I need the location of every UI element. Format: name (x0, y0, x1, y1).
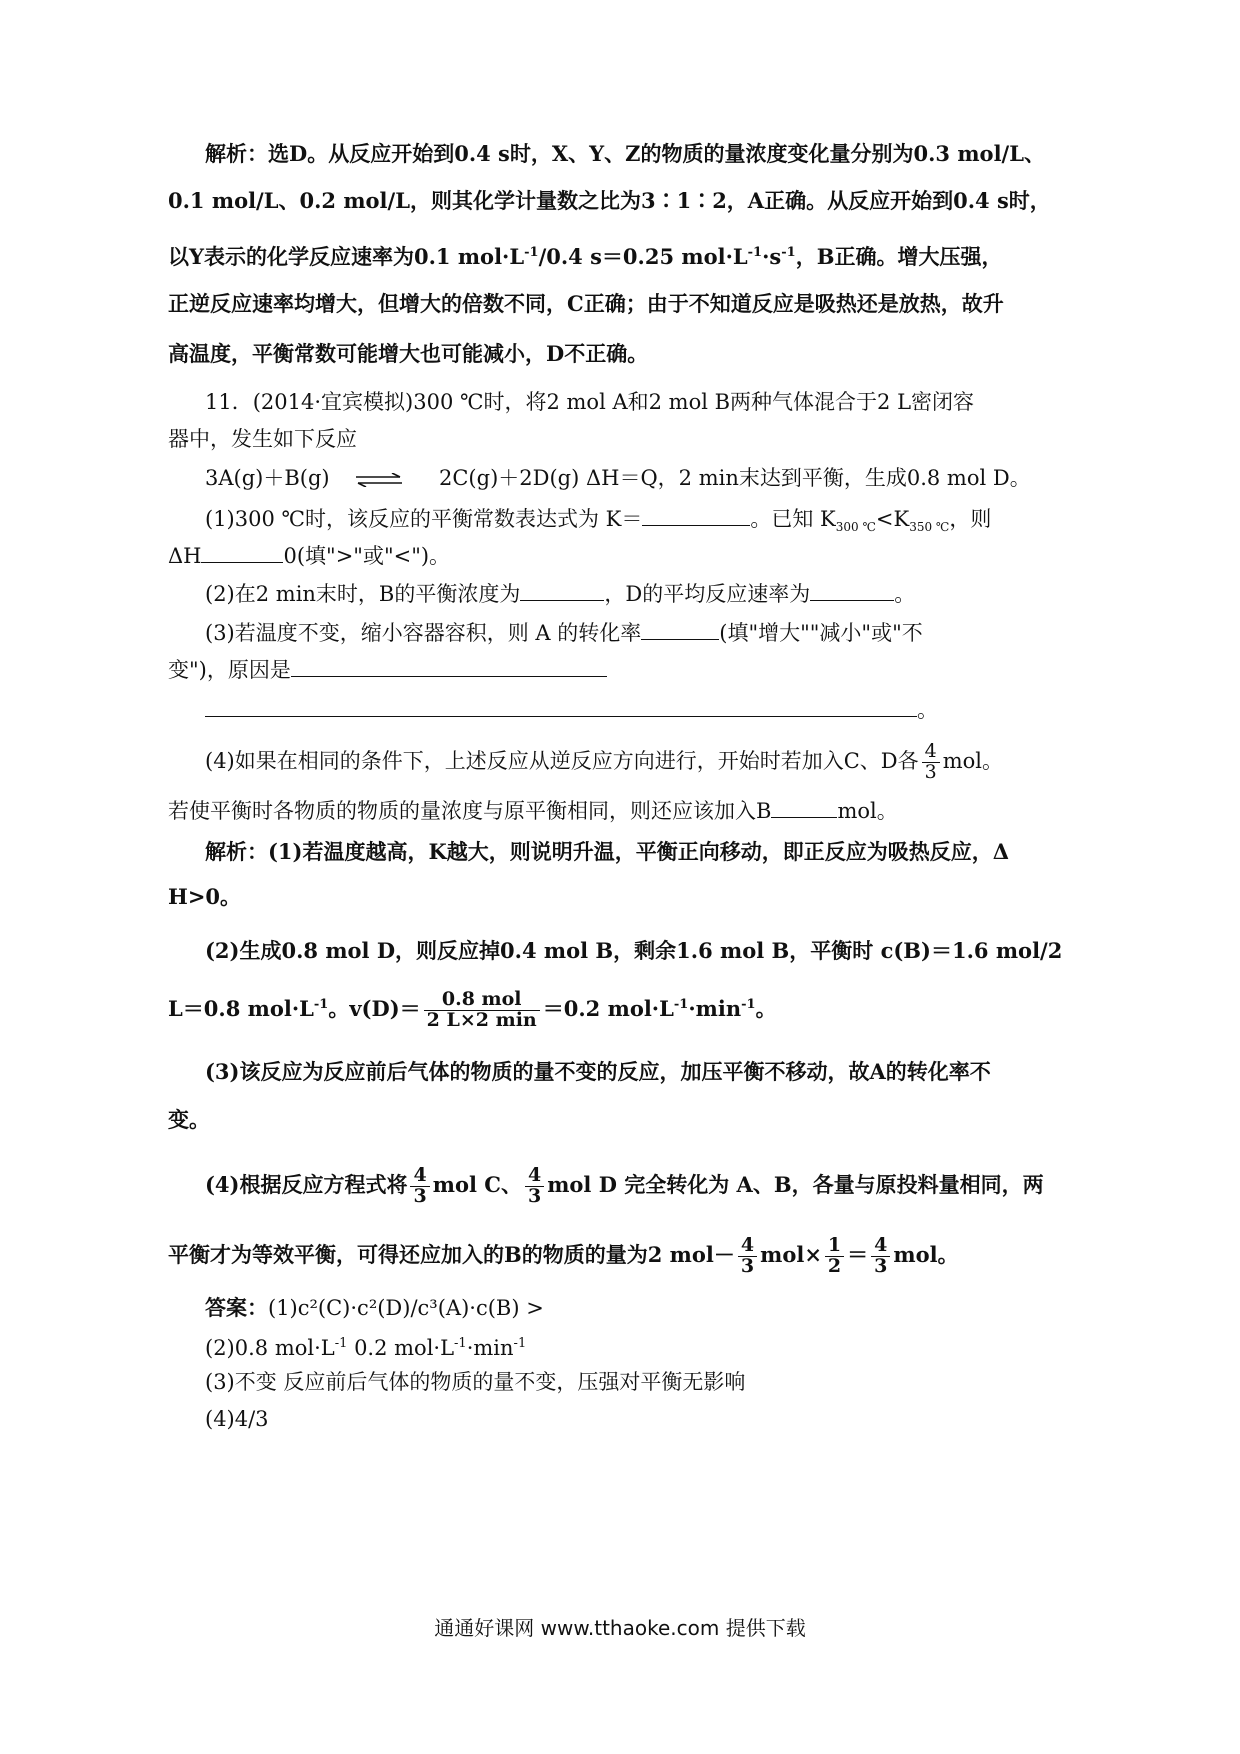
fraction: $\frac{\text{0.8 mol}}{2 L\times 2 \min}$ (424, 990, 540, 1031)
question-11-part-3-cont: 变")，原因是 (168, 654, 607, 684)
fraction: $\frac{4}{3}$ (871, 1236, 890, 1277)
analysis-11-part-4: (4)根据反应方程式将 $\frac{4}{3}$ mol C、 $\frac{4}{3}$ mol D 完全转化为 A、B，各量与原投料量相同，两 (205, 1164, 1044, 1207)
footer-download-note: 通通好课网 www.tthaoke.com 提供下载 (434, 1616, 806, 1640)
fraction: $\frac{4}{3}$ (922, 742, 940, 783)
reaction-equation: 3A(g)＋B(g) 2C(g)＋2D(g) ΔH＝Q，2 min末达到平衡，生成0.8 mol D。 (205, 466, 1031, 490)
question-11-stem-2: 器中，发生如下反应 (168, 427, 357, 451)
answer-blank[interactable] (291, 654, 607, 677)
question-11-part-1-cont: ΔH 0(填">"或"<")。 (168, 540, 450, 570)
question-11-part-3-blank-line: 。 (205, 694, 938, 724)
question-11-part-4: (4)如果在相同的条件下，上述反应从逆反应方向进行，开始时若加入C、D各 $\frac{4}{3}$ mol。 (205, 740, 1004, 783)
analysis-11-part-1: 解析：(1)若温度越高，K越大，则说明升温，平衡正向移动，即正反应为吸热反应，Δ (205, 839, 1010, 864)
analysis-10-line-2: 0.1 mol/L、0.2 mol/L，则其化学计量数之比为3∶1∶2，A正确。从反应开始到0.4 s时， (168, 188, 1051, 213)
question-11-part-2: (2)在2 min末时，B的平衡浓度为 ，D的平均反应速率为 。 (205, 578, 915, 608)
question-11-stem-1: 11．(2014·宜宾模拟)300 ℃时，将2 mol A和2 mol B两种气体混合于2 L密闭容 (205, 390, 975, 414)
analysis-11-part-4-cont: 平衡才为等效平衡，可得还应加入的B的物质的量为2 mol－ $\frac{4}{3}$ mol× $\frac{1}{2}$ ＝ $\frac{4}{3}$ mol。 (168, 1234, 959, 1277)
analysis-11-part-2: (2)生成0.8 mol D，则反应掉0.4 mol B，剩余1.6 mol B，平衡时 c(B)＝1.6 mol/2 (205, 938, 1063, 963)
question-11-part-1: (1)300 ℃时，该反应的平衡常数表达式为 K＝ 。已知 $K_{300 ℃}<K_{350 ℃}$，则 (205, 503, 991, 541)
analysis-10-line-3: 以Y表示的化学反应速率为0.1 $mol\cdot L^{-1}/0.4$ s＝0.25 $mol\cdot L^{-1}\cdot s^{-1}$，B正确。增大压强， (168, 244, 1003, 269)
answer-blank[interactable] (771, 795, 837, 818)
question-11-part-4-cont: 若使平衡时各物质的物质的量浓度与原平衡相同，则还应该加入B mol。 (168, 795, 898, 825)
answer-blank[interactable] (520, 578, 604, 601)
fraction: $\frac{4}{3}$ (738, 1236, 757, 1277)
answer-blank[interactable] (810, 578, 894, 601)
fraction: $\frac{4}{3}$ (525, 1166, 544, 1207)
analysis-11-part-3: (3)该反应为反应前后气体的物质的量不变的反应，加压平衡不移动，故A的转化率不 (205, 1059, 991, 1084)
equilibrium-arrow-icon (354, 473, 404, 487)
analysis-10-line-4: 正逆反应速率均增大，但增大的倍数不同，C正确；由于不知道反应是吸热还是放热，故升 (168, 291, 1004, 316)
analysis-11-part-3-cont: 变。 (168, 1107, 210, 1132)
answer-part-3: (3)不变 反应前后气体的物质的量不变，压强对平衡无影响 (205, 1370, 746, 1394)
answer-blank[interactable] (205, 694, 917, 717)
analysis-10-line-1: 解析：选D。从反应开始到0.4 s时，X、Y、Z的物质的量浓度变化量分别为0.3 mol/L、 (205, 141, 1045, 166)
question-11-part-3: (3)若温度不变，缩小容器容积，则 A 的转化率 (填"增大""减小"或"不 (205, 617, 923, 647)
analysis-10-line-5: 高温度，平衡常数可能增大也可能减小，D不正确。 (168, 341, 649, 366)
answer-part-4: (4)4/3 (205, 1407, 269, 1431)
fraction: $\frac{4}{3}$ (410, 1166, 429, 1207)
fraction: $\frac{1}{2}$ (825, 1236, 844, 1277)
analysis-11-part-1-cont: H>0。 (168, 884, 242, 909)
analysis-11-part-2-cont: L＝0.8 $mol\cdot L^{-1}$。v(D)＝ $\frac{\text{0.8 mol}}{2 L\times 2 \min}$ ＝0.2 $mol\cdot L^{-1}\cdot\min^{-1}$。 (168, 988, 777, 1031)
answer-part-1: 答案：(1)c²(C)·c²(D)/c³(A)·c(B) > (205, 1295, 544, 1320)
answer-blank[interactable] (642, 503, 750, 526)
answer-blank[interactable] (201, 540, 283, 563)
answer-part-2: (2)0.8 $mol\cdot L^{-1}$ 0.2 $mol\cdot L^{-1}\cdot\min^{-1}$ (205, 1336, 527, 1360)
answer-blank[interactable] (641, 617, 719, 640)
